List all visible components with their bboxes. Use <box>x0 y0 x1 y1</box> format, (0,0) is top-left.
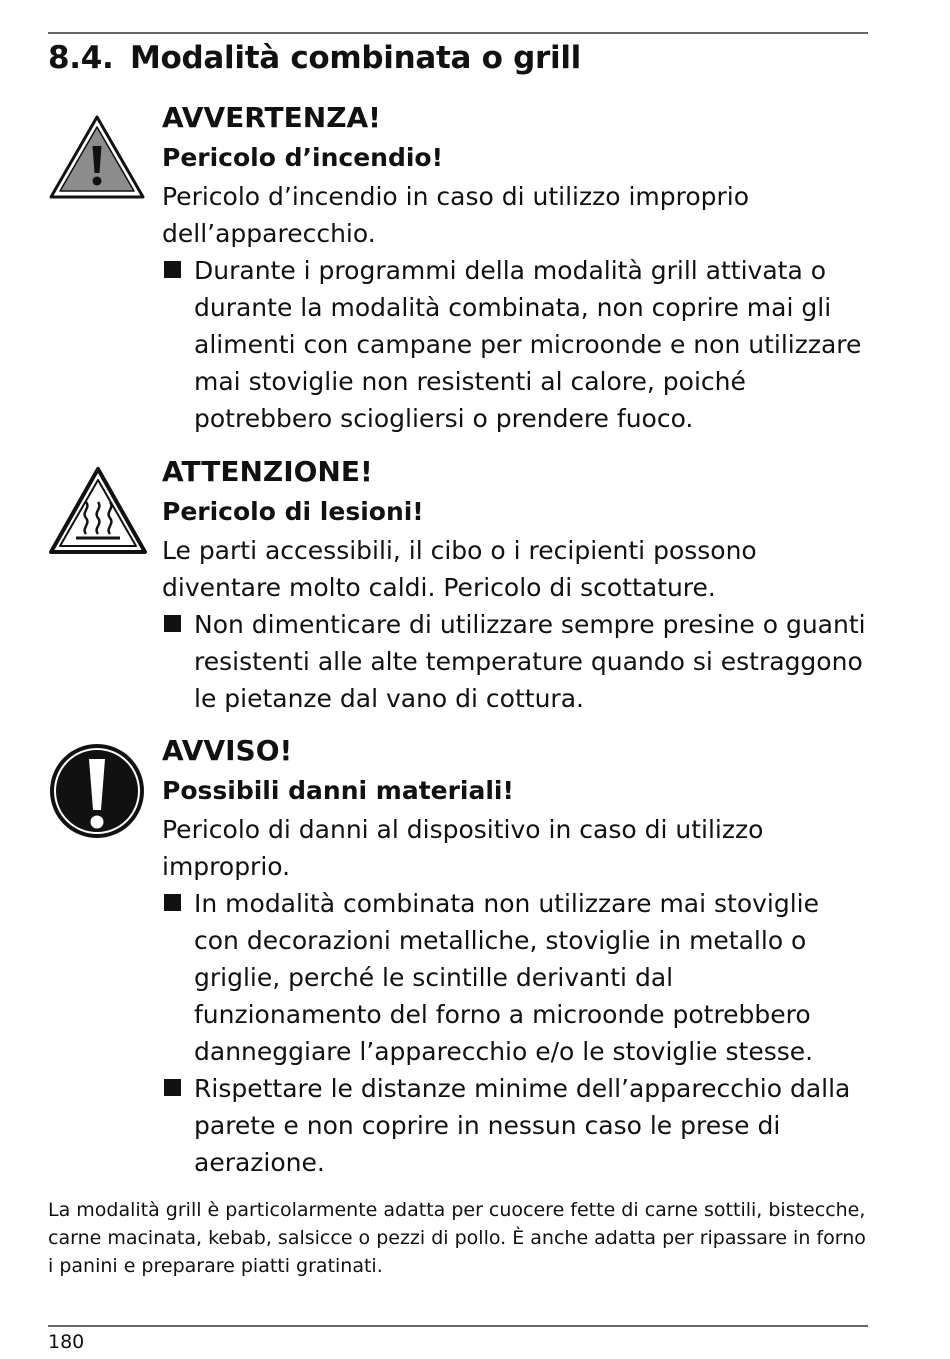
signal-word: AVVERTENZA! <box>162 101 381 134</box>
hazard-title: Pericolo d’incendio! <box>162 143 443 172</box>
square-bullet-icon <box>164 1079 181 1096</box>
notice-notice <box>48 731 868 1181</box>
list-item <box>162 606 868 717</box>
square-bullet-icon <box>164 615 181 632</box>
list-item-text: Non dimenticare di utilizzare sempre presine o guanti resistenti alle alte temperature quando si estraggono le pietanze dal vano di cottura. <box>194 610 866 713</box>
top-rule <box>48 32 868 34</box>
page-number: 180 <box>48 1331 85 1353</box>
notice-caution <box>48 452 868 717</box>
list-item <box>162 1070 868 1181</box>
section-number: 8.4. <box>48 40 114 76</box>
bullet-list <box>162 252 868 437</box>
body-paragraph: La modalità grill è particolarmente adatta per cuocere fette di carne sottili, bistecche, carne macinata, kebab, salsicce o pezzi di pollo. È anche adatta per ripassare in forno i panini e preparare piatti gratinati. <box>48 1199 866 1277</box>
exclamation-circle-icon <box>48 742 146 840</box>
notice-warning <box>48 98 868 437</box>
list-item <box>162 885 868 1070</box>
square-bullet-icon <box>164 894 181 911</box>
bottom-rule <box>48 1325 868 1327</box>
section-title: Modalità combinata o grill <box>130 40 581 76</box>
section-heading <box>48 40 581 76</box>
list-item-text: In modalità combinata non utilizzare mai stoviglie con decorazioni metalliche, stoviglie in metallo o griglie, perché le scintille derivanti dal funzionamento del forno a microonde potrebbero danneggiare l’apparecchio e/o le stoviglie stesse. <box>194 889 820 1066</box>
square-bullet-icon <box>164 261 181 278</box>
hazard-description: Pericolo d’incendio in caso di utilizzo improprio dell’apparecchio. <box>162 182 750 248</box>
list-item <box>162 252 868 437</box>
list-item-text: Durante i programmi della modalità grill attivata o durante la modalità combinata, non coprire mai gli alimenti con campane per microonde e non utilizzare mai stoviglie non resistenti al calore, poiché potrebbero sciogliersi o prendere fuoco. <box>194 256 862 433</box>
hazard-description: Le parti accessibili, il cibo o i recipienti possono diventare molto caldi. Pericolo di scottature. <box>162 536 757 602</box>
bullet-list <box>162 885 868 1181</box>
warning-triangle-icon <box>48 114 146 200</box>
hazard-title: Pericolo di lesioni! <box>162 497 424 526</box>
bullet-list <box>162 606 868 717</box>
list-item-text: Rispettare le distanze minime dell’apparecchio dalla parete e non coprire in nessun caso le prese di aerazione. <box>194 1074 851 1177</box>
hot-surface-icon <box>48 466 148 556</box>
hazard-title: Possibili danni materiali! <box>162 776 514 805</box>
hazard-description: Pericolo di danni al dispositivo in caso di utilizzo improprio. <box>162 815 764 881</box>
signal-word: ATTENZIONE! <box>162 455 373 488</box>
signal-word: AVVISO! <box>162 734 293 767</box>
